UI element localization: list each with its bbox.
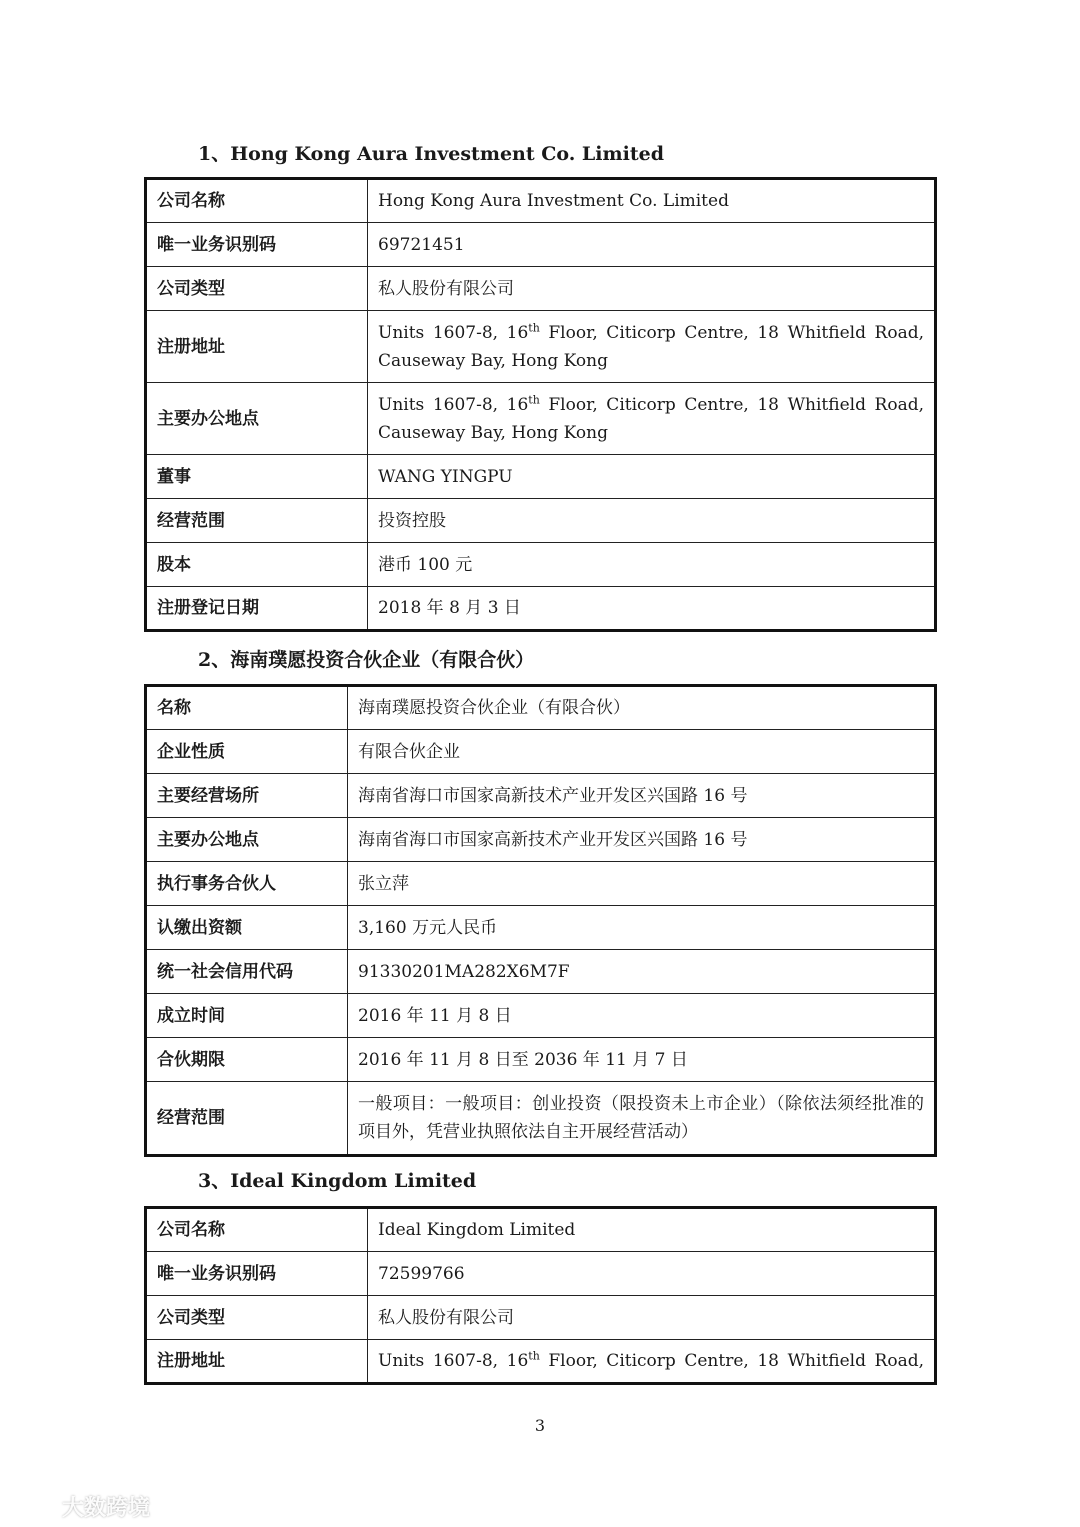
- field-label: 执行事务合伙人: [146, 862, 348, 906]
- field-label: 公司类型: [146, 267, 368, 311]
- field-label: 唯一业务识别码: [146, 223, 368, 267]
- field-value: 私人股份有限公司: [368, 267, 936, 311]
- field-label: 注册地址: [146, 311, 368, 383]
- section-heading-2: 2、海南璞愿投资合伙企业（有限合伙）: [198, 649, 535, 671]
- table-row: [146, 1082, 936, 1156]
- table-row: [146, 906, 936, 950]
- table-row: [146, 587, 936, 631]
- field-value: 3,160 万元人民币: [348, 906, 936, 950]
- field-label: 认缴出资额: [146, 906, 348, 950]
- field-value: Units 1607-8, 16th Floor, Citicorp Centre, 18 Whitfield Road,: [368, 1340, 936, 1384]
- field-value: 2016 年 11 月 8 日至 2036 年 11 月 7 日: [348, 1038, 936, 1082]
- field-value: 港币 100 元: [368, 543, 936, 587]
- field-value: 投资控股: [368, 499, 936, 543]
- company-info-table-1: [144, 177, 937, 632]
- field-label: 公司名称: [146, 179, 368, 223]
- section-heading-1: 1、Hong Kong Aura Investment Co. Limited: [198, 143, 664, 165]
- field-value: Units 1607-8, 16th Floor, Citicorp Centre, 18 Whitfield Road, Causeway Bay, Hong Kong: [368, 311, 936, 383]
- table-row: [146, 455, 936, 499]
- field-label: 注册登记日期: [146, 587, 368, 631]
- field-label: 经营范围: [146, 499, 368, 543]
- table-row: [146, 223, 936, 267]
- table-row: [146, 383, 936, 455]
- field-value: 海南璞愿投资合伙企业（有限合伙）: [348, 686, 936, 730]
- field-label: 成立时间: [146, 994, 348, 1038]
- table-row: [146, 1296, 936, 1340]
- field-label: 注册地址: [146, 1340, 368, 1384]
- field-label: 公司名称: [146, 1208, 368, 1252]
- field-label: 董事: [146, 455, 368, 499]
- company-info-table-3: [144, 1206, 937, 1385]
- field-label: 公司类型: [146, 1296, 368, 1340]
- field-value: 72599766: [368, 1252, 936, 1296]
- table-row: [146, 862, 936, 906]
- field-value: Ideal Kingdom Limited: [368, 1208, 936, 1252]
- table-row: [146, 1208, 936, 1252]
- page-number: 3: [534, 1416, 546, 1435]
- table-row: [146, 1252, 936, 1296]
- table-row: [146, 267, 936, 311]
- field-label: 股本: [146, 543, 368, 587]
- field-value: 2016 年 11 月 8 日: [348, 994, 936, 1038]
- table-row: [146, 818, 936, 862]
- field-label: 统一社会信用代码: [146, 950, 348, 994]
- table-row: [146, 1038, 936, 1082]
- table-row: [146, 1340, 936, 1384]
- field-label: 名称: [146, 686, 348, 730]
- field-value: 海南省海口市国家高新技术产业开发区兴国路 16 号: [348, 774, 936, 818]
- field-value: 91330201MA282X6M7F: [348, 950, 936, 994]
- field-label: 经营范围: [146, 1082, 348, 1156]
- company-info-table-2: [144, 684, 937, 1157]
- field-value: 2018 年 8 月 3 日: [368, 587, 936, 631]
- field-label: 主要经营场所: [146, 774, 348, 818]
- table-row: [146, 179, 936, 223]
- table-row: [146, 774, 936, 818]
- field-value: 张立萍: [348, 862, 936, 906]
- watermark: [8, 1489, 150, 1523]
- table-row: [146, 730, 936, 774]
- field-label: 企业性质: [146, 730, 348, 774]
- table-row: [146, 543, 936, 587]
- table-row: [146, 994, 936, 1038]
- field-value: 一般项目：一般项目：创业投资（限投资未上市企业）（除依法须经批准的项目外，凭营业执照依法自主开展经营活动）: [348, 1082, 936, 1156]
- field-value: 69721451: [368, 223, 936, 267]
- field-value: 有限合伙企业: [348, 730, 936, 774]
- field-label: 唯一业务识别码: [146, 1252, 368, 1296]
- section-heading-3: 3、Ideal Kingdom Limited: [198, 1170, 477, 1192]
- field-value: Hong Kong Aura Investment Co. Limited: [368, 179, 936, 223]
- watermark-text: 大数跨境: [62, 1495, 151, 1521]
- field-label: 主要办公地点: [146, 383, 368, 455]
- table-row: [146, 311, 936, 383]
- field-label: 合伙期限: [146, 1038, 348, 1082]
- table-row: [146, 950, 936, 994]
- field-label: 主要办公地点: [146, 818, 348, 862]
- field-value: Units 1607-8, 16th Floor, Citicorp Centre, 18 Whitfield Road, Causeway Bay, Hong Kong: [368, 383, 936, 455]
- table-row: [146, 686, 936, 730]
- field-value: 海南省海口市国家高新技术产业开发区兴国路 16 号: [348, 818, 936, 862]
- field-value: WANG YINGPU: [368, 455, 936, 499]
- table-row: [146, 499, 936, 543]
- logo-icon: [8, 1491, 56, 1521]
- field-value: 私人股份有限公司: [368, 1296, 936, 1340]
